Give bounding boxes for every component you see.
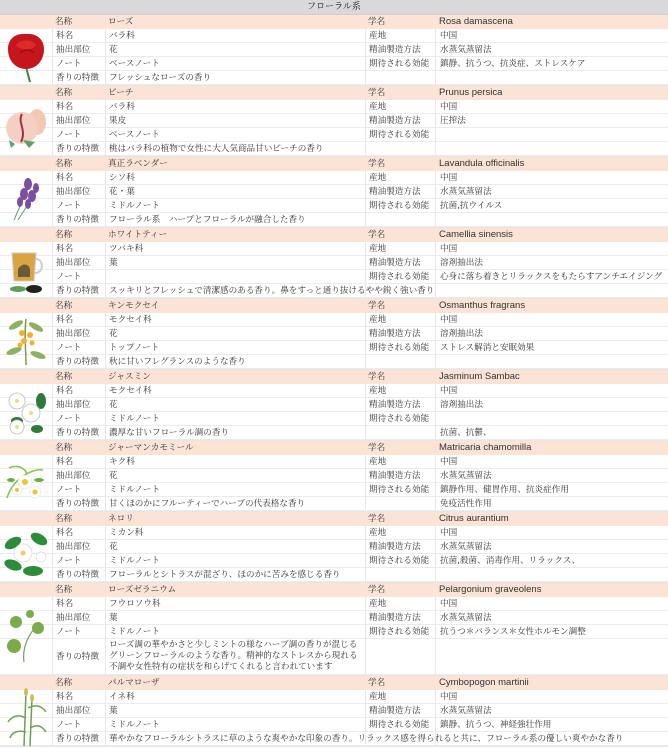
oil-image	[0, 313, 52, 369]
aroma-blank	[365, 213, 435, 226]
method-value: 溶剤抽出法	[435, 256, 668, 269]
oil-name: ピーチ	[108, 88, 134, 98]
label-note: ノート	[52, 483, 105, 496]
aroma-row	[0, 142, 668, 156]
label-part: 抽出部位	[52, 327, 105, 340]
name-row	[0, 86, 668, 100]
tea-icon	[4, 245, 48, 295]
label-family: 科名	[52, 313, 105, 326]
part-value: 葉	[105, 704, 365, 717]
label-method: 精油製造方法	[365, 469, 435, 482]
label-origin: 産地	[365, 242, 435, 255]
label-name: 名称	[55, 443, 73, 453]
label-family: 科名	[52, 526, 105, 539]
part-value: 花・葉	[105, 185, 365, 198]
oil-section-3	[0, 157, 668, 228]
aroma-row	[0, 71, 668, 85]
lavender-icon	[6, 174, 46, 224]
part-row	[0, 256, 668, 270]
part-row	[0, 185, 668, 199]
label-note: ノート	[52, 128, 105, 141]
part-row	[0, 114, 668, 128]
note-value: ベースノート	[105, 57, 365, 70]
oil-image	[0, 29, 52, 85]
note-row	[0, 625, 668, 639]
name-row	[0, 228, 668, 242]
note-row	[0, 199, 668, 213]
aroma-row	[0, 213, 668, 227]
aroma-blank	[365, 426, 435, 439]
jasmine-icon	[3, 387, 49, 437]
family-value: フウロソウ科	[105, 597, 365, 610]
oil-section-7	[0, 441, 668, 512]
oil-name: パルマローザ	[108, 678, 160, 688]
family-value: イネ科	[105, 690, 365, 703]
label-name: 名称	[55, 514, 73, 524]
aroma-row	[0, 568, 668, 582]
effects-value: 抗菌,殺菌、消毒作用、リラックス、	[435, 554, 668, 567]
aroma-value: 濃厚な甘いフローラル調の香り	[105, 426, 365, 439]
part-row	[0, 611, 668, 625]
part-row	[0, 43, 668, 57]
label-family: 科名	[52, 100, 105, 113]
part-value: 花	[105, 327, 365, 340]
name-row	[0, 512, 668, 526]
oil-name: ローズゼラニウム	[108, 585, 177, 595]
method-value: 水蒸気蒸留法	[435, 185, 668, 198]
note-row	[0, 412, 668, 426]
note-value: ミドルノート	[105, 554, 365, 567]
method-value: 水蒸気蒸留法	[435, 704, 668, 717]
label-part: 抽出部位	[52, 114, 105, 127]
label-scientific: 学名	[368, 678, 386, 688]
rose-icon	[4, 31, 48, 83]
label-name: 名称	[55, 230, 73, 240]
part-row	[0, 398, 668, 412]
name-row	[0, 370, 668, 384]
label-part: 抽出部位	[52, 398, 105, 411]
label-family: 科名	[52, 171, 105, 184]
effects-extra: 抗菌、抗鬱、	[435, 426, 668, 439]
oil-name: ホワイトティー	[108, 230, 168, 240]
label-aroma: 香りの特徴	[52, 732, 105, 745]
label-method: 精油製造方法	[365, 327, 435, 340]
family-row	[0, 242, 668, 256]
label-origin: 産地	[365, 384, 435, 397]
scientific-name: Prunus persica	[439, 87, 503, 98]
label-note: ノート	[52, 412, 105, 425]
method-value: 水蒸気蒸留法	[435, 540, 668, 553]
label-family: 科名	[52, 29, 105, 42]
note-row	[0, 554, 668, 568]
effects-extra: 免疫活性作用	[435, 497, 668, 510]
part-value: 果皮	[105, 114, 365, 127]
scientific-name: Camellia sinensis	[439, 229, 513, 240]
method-value: 圧搾法	[435, 114, 668, 127]
label-note: ノート	[52, 341, 105, 354]
method-value: 水蒸気蒸留法	[435, 43, 668, 56]
aroma-row	[0, 497, 668, 511]
oil-section-5	[0, 299, 668, 370]
part-row	[0, 704, 668, 718]
scientific-name: Pelargonium graveolens	[439, 584, 542, 595]
aroma-row	[0, 284, 668, 298]
effects-extra	[435, 213, 668, 226]
label-name: 名称	[55, 585, 73, 595]
scientific-name: Lavandula officinalis	[439, 158, 525, 169]
oil-name: ジャーマンカモミール	[108, 443, 194, 453]
oil-table	[0, 15, 668, 747]
family-row	[0, 384, 668, 398]
label-aroma: 香りの特徴	[52, 142, 105, 155]
label-origin: 産地	[365, 690, 435, 703]
origin-value: 中国	[435, 455, 668, 468]
label-method: 精油製造方法	[365, 185, 435, 198]
label-effects: 期待される効能	[365, 270, 435, 283]
part-value: 花	[105, 43, 365, 56]
name-row	[0, 15, 668, 29]
label-name: 名称	[55, 301, 73, 311]
oil-image	[0, 597, 52, 675]
effects-value: 心身に落ち着きとリラックスをもたらすアンチエイジング	[435, 270, 668, 283]
label-method: 精油製造方法	[365, 611, 435, 624]
aroma-blank	[365, 355, 435, 368]
label-effects: 期待される効能	[365, 341, 435, 354]
aroma-value: 甘くほのかにフルーティーでハーブの代表格な香り	[105, 497, 365, 510]
aroma-row	[0, 732, 668, 746]
oil-section-4	[0, 228, 668, 299]
label-family: 科名	[52, 597, 105, 610]
family-row	[0, 455, 668, 469]
note-value: ベースノート	[105, 128, 365, 141]
label-method: 精油製造方法	[365, 704, 435, 717]
aroma-blank	[365, 142, 435, 155]
effects-extra	[435, 355, 668, 368]
note-row	[0, 128, 668, 142]
oil-name: ネロリ	[108, 514, 134, 524]
aroma-row	[0, 426, 668, 440]
family-row	[0, 690, 668, 704]
scientific-name: Citrus aurantium	[439, 513, 509, 524]
family-value: ツバキ科	[105, 242, 365, 255]
oil-name: ジャスミン	[108, 372, 151, 382]
origin-value: 中国	[435, 690, 668, 703]
label-part: 抽出部位	[52, 540, 105, 553]
aroma-blank	[365, 639, 435, 674]
note-value: ミドルノート	[105, 412, 365, 425]
label-name: 名称	[55, 159, 73, 169]
label-name: 名称	[55, 678, 73, 688]
label-origin: 産地	[365, 526, 435, 539]
label-family: 科名	[52, 690, 105, 703]
origin-value: 中国	[435, 384, 668, 397]
name-row	[0, 157, 668, 171]
label-family: 科名	[52, 242, 105, 255]
label-effects: 期待される効能	[365, 412, 435, 425]
family-row	[0, 100, 668, 114]
family-value: モクセイ科	[105, 384, 365, 397]
aroma-row	[0, 355, 668, 369]
label-aroma: 香りの特徴	[52, 284, 105, 297]
origin-value: 中国	[435, 242, 668, 255]
label-name: 名称	[55, 88, 73, 98]
oil-image	[0, 171, 52, 227]
label-part: 抽出部位	[52, 469, 105, 482]
aroma-blank	[365, 732, 435, 745]
oil-name: キンモクセイ	[108, 301, 160, 311]
aroma-blank	[365, 71, 435, 84]
aroma-value: フレッシュなローズの香り	[105, 71, 365, 84]
label-aroma: 香りの特徴	[52, 71, 105, 84]
label-effects: 期待される効能	[365, 554, 435, 567]
label-family: 科名	[52, 455, 105, 468]
family-value: モクセイ科	[105, 313, 365, 326]
label-aroma: 香りの特徴	[52, 355, 105, 368]
label-scientific: 学名	[368, 443, 386, 453]
palmarosa-icon	[4, 688, 48, 748]
family-row	[0, 597, 668, 611]
label-scientific: 学名	[368, 17, 386, 27]
effects-extra	[435, 71, 668, 84]
aroma-value: 華やかなフローラルシトラスに草のような爽やかな印象の香り。リラックス感を得られると共に、フローラル系の優しい爽やかな香り	[105, 732, 365, 745]
effects-value: 抗うつ＊バランス＊女性ホルモン調整	[435, 625, 668, 638]
effects-value	[435, 128, 668, 141]
part-value: 花	[105, 469, 365, 482]
label-effects: 期待される効能	[365, 625, 435, 638]
oil-section-10	[0, 676, 668, 747]
chamomile-icon	[3, 458, 49, 508]
effects-value: ストレス解消と安眠効果	[435, 341, 668, 354]
method-value: 水蒸気蒸留法	[435, 611, 668, 624]
label-part: 抽出部位	[52, 185, 105, 198]
family-value: バラ科	[105, 100, 365, 113]
label-part: 抽出部位	[52, 43, 105, 56]
origin-value: 中国	[435, 526, 668, 539]
effects-extra	[435, 284, 668, 297]
label-origin: 産地	[365, 455, 435, 468]
origin-value: 中国	[435, 100, 668, 113]
label-aroma: 香りの特徴	[52, 639, 105, 674]
note-row	[0, 270, 668, 284]
method-value: 溶剤抽出法	[435, 398, 668, 411]
oil-image	[0, 455, 52, 511]
oil-section-9	[0, 583, 668, 676]
label-method: 精油製造方法	[365, 43, 435, 56]
note-value: ミドルノート	[105, 625, 365, 638]
label-part: 抽出部位	[52, 704, 105, 717]
aroma-value: 秋に甘いフレグランスのような香り	[105, 355, 365, 368]
origin-value: 中国	[435, 171, 668, 184]
aroma-value: スッキリとフレッシュで清潔感のある香り。鼻をすっと通り抜けるやや鋭く強い香り	[105, 284, 365, 297]
label-scientific: 学名	[368, 301, 386, 311]
method-value: 水蒸気蒸留法	[435, 469, 668, 482]
effects-value: 鎮静作用、健胃作用、抗炎症作用	[435, 483, 668, 496]
label-effects: 期待される効能	[365, 483, 435, 496]
label-part: 抽出部位	[52, 256, 105, 269]
oil-name: 真正ラベンダー	[108, 159, 168, 169]
scientific-name: Rosa damascena	[439, 16, 513, 27]
aroma-value: 桃はバラ科の植物で女性に大人気商品甘いピーチの香り	[105, 142, 365, 155]
aroma-blank	[365, 497, 435, 510]
label-origin: 産地	[365, 29, 435, 42]
osmanthus-icon	[4, 315, 48, 367]
origin-value: 中国	[435, 313, 668, 326]
label-method: 精油製造方法	[365, 398, 435, 411]
scientific-name: Jasminum Sambac	[439, 371, 520, 382]
label-name: 名称	[55, 17, 73, 27]
note-value: トップノート	[105, 341, 365, 354]
neroli-icon	[3, 529, 49, 579]
note-value: ミドルノート	[105, 199, 365, 212]
label-aroma: 香りの特徴	[52, 213, 105, 226]
category-title: フローラル系	[0, 0, 668, 15]
label-method: 精油製造方法	[365, 256, 435, 269]
label-method: 精油製造方法	[365, 540, 435, 553]
note-value: ミドルノート	[105, 718, 365, 731]
label-note: ノート	[52, 625, 105, 638]
oil-image	[0, 690, 52, 746]
family-row	[0, 29, 668, 43]
effects-extra	[435, 732, 668, 745]
note-row	[0, 483, 668, 497]
part-value: 葉	[105, 256, 365, 269]
method-value: 溶剤抽出法	[435, 327, 668, 340]
label-origin: 産地	[365, 597, 435, 610]
name-row	[0, 583, 668, 597]
note-row	[0, 341, 668, 355]
part-row	[0, 469, 668, 483]
effects-value: 抗菌,抗ウイルス	[435, 199, 668, 212]
aroma-row	[0, 639, 668, 675]
part-row	[0, 327, 668, 341]
label-origin: 産地	[365, 171, 435, 184]
label-method: 精油製造方法	[365, 114, 435, 127]
oil-image	[0, 526, 52, 582]
label-note: ノート	[52, 57, 105, 70]
part-row	[0, 540, 668, 554]
scientific-name: Matricaria chamomilla	[439, 442, 532, 453]
label-aroma: 香りの特徴	[52, 497, 105, 510]
name-row	[0, 441, 668, 455]
effects-extra	[435, 568, 668, 581]
effects-value: 鎮静、抗うつ、神経強壮作用	[435, 718, 668, 731]
label-family: 科名	[52, 384, 105, 397]
origin-value: 中国	[435, 597, 668, 610]
peach-icon	[3, 104, 49, 152]
family-value: シソ科	[105, 171, 365, 184]
family-row	[0, 171, 668, 185]
label-effects: 期待される効能	[365, 718, 435, 731]
label-effects: 期待される効能	[365, 57, 435, 70]
note-row	[0, 57, 668, 71]
oil-section-2	[0, 86, 668, 157]
aroma-value: フローラル系 ハーブとフローラルが融合した香り	[105, 213, 365, 226]
label-origin: 産地	[365, 313, 435, 326]
label-note: ノート	[52, 718, 105, 731]
scientific-name: Cymbopogon martinii	[439, 677, 529, 688]
origin-value: 中国	[435, 29, 668, 42]
geranium-icon	[4, 608, 48, 664]
part-value: 葉	[105, 611, 365, 624]
label-aroma: 香りの特徴	[52, 568, 105, 581]
aroma-blank	[365, 568, 435, 581]
aroma-value: フローラルとシトラスが混ざり、ほのかに苦みを感じる香り	[105, 568, 365, 581]
oil-section-6	[0, 370, 668, 441]
note-value: ミドルノート	[105, 483, 365, 496]
label-note: ノート	[52, 270, 105, 283]
note-row	[0, 718, 668, 732]
label-scientific: 学名	[368, 372, 386, 382]
label-scientific: 学名	[368, 230, 386, 240]
label-aroma: 香りの特徴	[52, 426, 105, 439]
label-scientific: 学名	[368, 585, 386, 595]
label-note: ノート	[52, 199, 105, 212]
oil-image	[0, 100, 52, 156]
note-value	[105, 270, 365, 283]
label-scientific: 学名	[368, 159, 386, 169]
name-row	[0, 299, 668, 313]
part-value: 花	[105, 398, 365, 411]
family-value: ミカン科	[105, 526, 365, 539]
oil-section-1	[0, 15, 668, 86]
family-row	[0, 526, 668, 540]
scientific-name: Osmanthus fragrans	[439, 300, 526, 311]
label-part: 抽出部位	[52, 611, 105, 624]
label-origin: 産地	[365, 100, 435, 113]
label-scientific: 学名	[368, 88, 386, 98]
oil-image	[0, 242, 52, 298]
effects-extra	[435, 142, 668, 155]
effects-value	[435, 412, 668, 425]
oil-section-8	[0, 512, 668, 583]
oil-image	[0, 384, 52, 440]
family-value: バラ科	[105, 29, 365, 42]
aroma-value: ローズ調の華やかさと少しミントの様なハーブ調の香りが混じるグリーンフローラルのような香り。精神的なストレスから現れる不調や女性特有の症状を和らげてくれると言われています	[105, 639, 365, 674]
family-row	[0, 313, 668, 327]
oil-name: ローズ	[108, 17, 134, 27]
label-effects: 期待される効能	[365, 128, 435, 141]
label-effects: 期待される効能	[365, 199, 435, 212]
label-name: 名称	[55, 372, 73, 382]
label-note: ノート	[52, 554, 105, 567]
aroma-blank	[365, 284, 435, 297]
effects-extra	[435, 639, 668, 674]
effects-value: 鎮静、抗うつ、抗炎症、ストレスケア	[435, 57, 668, 70]
family-value: キク科	[105, 455, 365, 468]
part-value: 花	[105, 540, 365, 553]
name-row	[0, 676, 668, 690]
label-scientific: 学名	[368, 514, 386, 524]
